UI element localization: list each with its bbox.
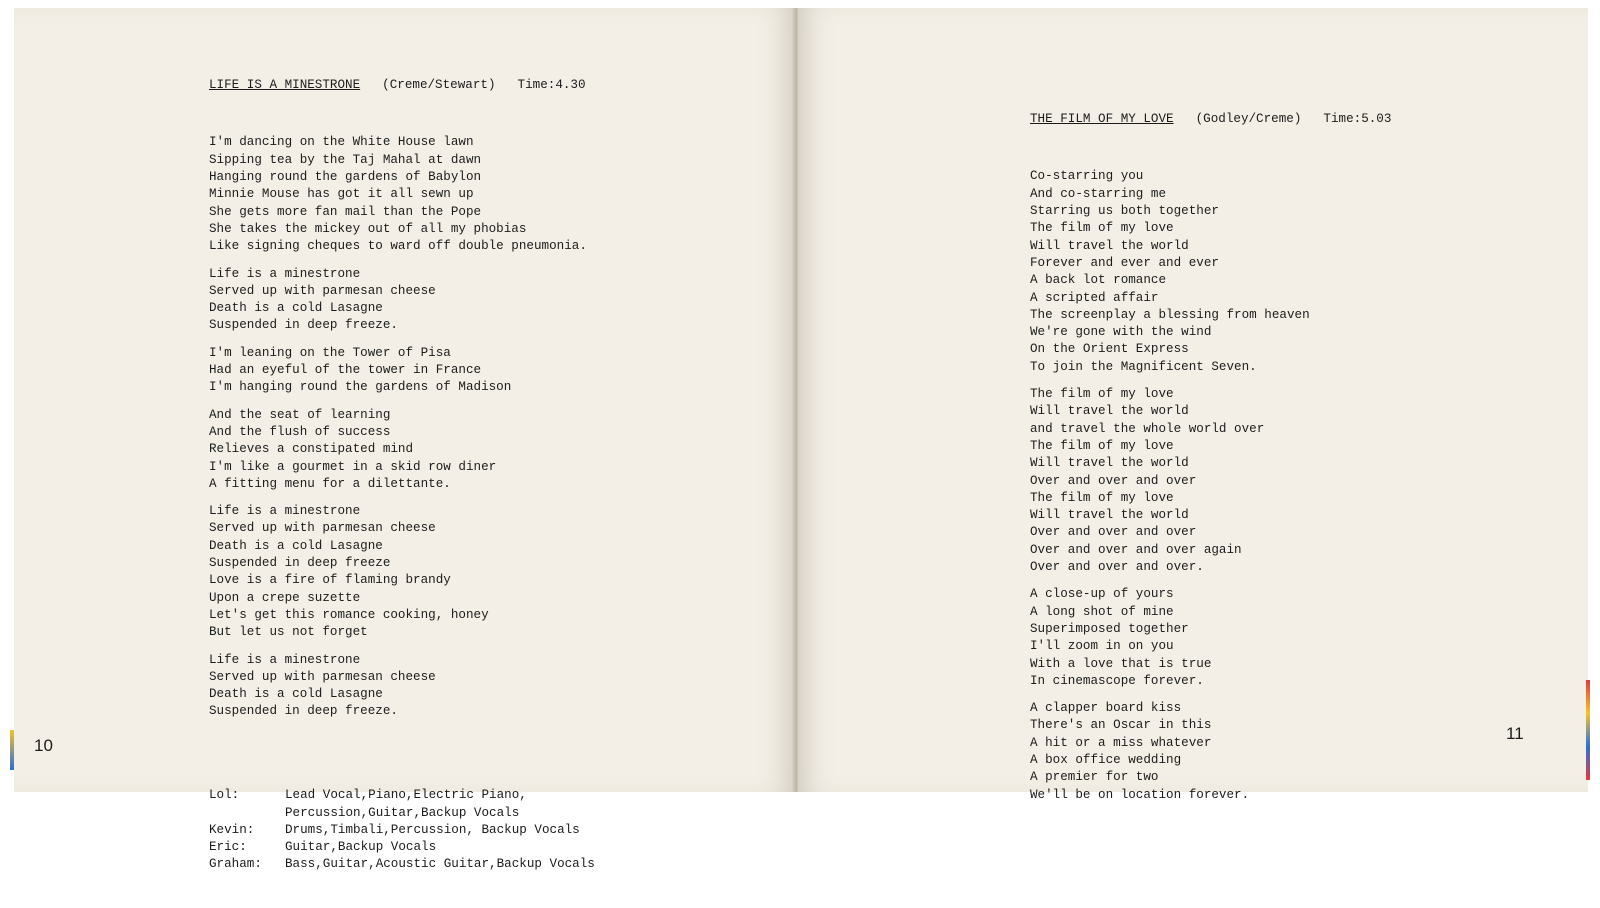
lyric-line: Superimposed together xyxy=(1030,621,1189,636)
lyric-line: In cinemascope forever. xyxy=(1030,673,1204,688)
lyric-line: Suspended in deep freeze. xyxy=(209,704,398,719)
lyric-line: A clapper board kiss xyxy=(1030,701,1182,716)
lyric-line: Will travel the world xyxy=(1030,404,1189,419)
left-page xyxy=(14,8,794,872)
lyric-line: The film of my love xyxy=(1030,221,1174,236)
stanza xyxy=(1030,386,1391,576)
song-the-film-of-my-love xyxy=(1030,76,1391,848)
page-number: 10 xyxy=(34,736,53,755)
lyric-line: A back lot romance xyxy=(1030,273,1167,288)
lyric-line: Relieves a constipated mind xyxy=(209,442,414,457)
lyric-line: Will travel the world xyxy=(1030,456,1189,471)
lyric-line: I'll zoom in on you xyxy=(1030,639,1174,654)
lyric-line: Life is a minestrone xyxy=(209,652,361,667)
lyric-line: Upon a crepe suzette xyxy=(209,590,361,605)
lyric-line: We'll be on location forever. xyxy=(1030,787,1250,802)
lyric-line: A scripted affair xyxy=(1030,290,1159,305)
credit-roles: Percussion,Guitar,Backup Vocals xyxy=(285,805,520,820)
page-edge-color-mark xyxy=(10,730,14,770)
song-writers: (Godley/Creme) xyxy=(1195,111,1302,126)
song-life-is-a-minestrone xyxy=(209,42,595,908)
lyric-line: With a love that is true xyxy=(1030,656,1212,671)
lyric-line: A box office wedding xyxy=(1030,752,1182,767)
lyric-line: She takes the mickey out of all my phobias xyxy=(209,221,527,236)
stanza xyxy=(209,345,595,397)
credit-roles: Guitar,Backup Vocals xyxy=(285,840,437,855)
lyric-line: The film of my love xyxy=(1030,438,1174,453)
credit-row xyxy=(209,787,595,804)
lyric-line: And the flush of success xyxy=(209,424,391,439)
lyric-line: Will travel the world xyxy=(1030,508,1189,523)
credit-row xyxy=(209,839,595,856)
lyric-line: Hanging round the gardens of Babylon xyxy=(209,170,482,185)
lyric-line: Let's get this romance cooking, honey xyxy=(209,607,489,622)
lyric-line: There's an Oscar in this xyxy=(1030,718,1212,733)
lyric-line: The film of my love xyxy=(1030,490,1174,505)
lyric-line: Co-starring you xyxy=(1030,169,1144,184)
lyric-line: Over and over and over. xyxy=(1030,560,1204,575)
credit-member-name: Lol: xyxy=(209,788,240,803)
song-time: Time:5.03 xyxy=(1323,111,1392,126)
credits xyxy=(209,787,595,873)
lyric-line: Death is a cold Lasagne xyxy=(209,301,383,316)
lyric-line: Over and over and over xyxy=(1030,473,1197,488)
right-page xyxy=(798,8,1588,802)
credit-roles: Drums,Timbali,Percussion, Backup Vocals xyxy=(285,822,580,837)
lyric-line: On the Orient Express xyxy=(1030,342,1189,357)
song-header xyxy=(1030,111,1391,128)
lyric-line: But let us not forget xyxy=(209,625,368,640)
lyric-line: I'm leaning on the Tower of Pisa xyxy=(209,345,451,360)
credit-member-name: Eric: xyxy=(209,840,247,855)
lyric-line: Served up with parmesan cheese xyxy=(209,521,436,536)
stanza xyxy=(209,266,595,335)
lyric-line: She gets more fan mail than the Pope xyxy=(209,204,482,219)
lyric-line: Starring us both together xyxy=(1030,204,1219,219)
lyric-line: Life is a minestrone xyxy=(209,266,361,281)
lyric-line: Death is a cold Lasagne xyxy=(209,687,383,702)
lyric-line: Served up with parmesan cheese xyxy=(209,283,436,298)
page-number: 11 xyxy=(1506,724,1524,743)
lyric-line: Had an eyeful of the tower in France xyxy=(209,363,482,378)
lyrics xyxy=(1030,168,1391,803)
credit-member-name xyxy=(209,805,285,822)
song-writers: (Creme/Stewart) xyxy=(382,77,496,92)
lyric-line: Death is a cold Lasagne xyxy=(209,538,383,553)
lyric-line: A close-up of yours xyxy=(1030,587,1174,602)
lyric-line: I'm like a gourmet in a skid row diner xyxy=(209,459,497,474)
stanza xyxy=(209,652,595,721)
lyric-line: Minnie Mouse has got it all sewn up xyxy=(209,187,474,202)
lyric-line: A long shot of mine xyxy=(1030,604,1174,619)
lyric-line: The film of my love xyxy=(1030,387,1174,402)
lyric-line: Will travel the world xyxy=(1030,238,1189,253)
song-time: Time:4.30 xyxy=(517,77,586,92)
lyric-line: and travel the whole world over xyxy=(1030,421,1265,436)
lyric-line: To join the Magnificent Seven. xyxy=(1030,359,1257,374)
stanza xyxy=(1030,700,1391,804)
lyric-line: A premier for two xyxy=(1030,770,1159,785)
lyrics xyxy=(209,134,595,720)
lyric-line: I'm dancing on the White House lawn xyxy=(209,135,474,150)
lyric-line: We're gone with the wind xyxy=(1030,325,1212,340)
stanza xyxy=(209,407,595,493)
song-header xyxy=(209,77,595,94)
lyric-line: Love is a fire of flaming brandy xyxy=(209,573,451,588)
credit-member-name: Graham: xyxy=(209,857,262,872)
lyric-line: A fitting menu for a dilettante. xyxy=(209,476,451,491)
lyric-line: The screenplay a blessing from heaven xyxy=(1030,307,1310,322)
lyric-line: Suspended in deep freeze xyxy=(209,556,391,571)
lyric-line: Like signing cheques to ward off double pneumonia. xyxy=(209,239,587,254)
page-edge-color-stripe xyxy=(1586,680,1590,780)
lyric-line: Over and over and over again xyxy=(1030,542,1242,557)
lyric-line: And co-starring me xyxy=(1030,186,1167,201)
lyric-line: A hit or a miss whatever xyxy=(1030,735,1212,750)
lyric-line: Life is a minestrone xyxy=(209,504,361,519)
credit-row xyxy=(209,805,595,822)
lyric-line: Suspended in deep freeze. xyxy=(209,318,398,333)
credit-row xyxy=(209,856,595,873)
lyric-line: I'm hanging round the gardens of Madison xyxy=(209,380,512,395)
stanza xyxy=(209,134,595,255)
lyric-line: Sipping tea by the Taj Mahal at dawn xyxy=(209,152,482,167)
song-title: THE FILM OF MY LOVE xyxy=(1030,111,1174,126)
stanza xyxy=(1030,168,1391,376)
lyric-line: Over and over and over xyxy=(1030,525,1197,540)
credit-member-name: Kevin: xyxy=(209,822,255,837)
lyric-line: Forever and ever and ever xyxy=(1030,255,1219,270)
lyric-line: Served up with parmesan cheese xyxy=(209,669,436,684)
song-title: LIFE IS A MINESTRONE xyxy=(209,77,361,92)
lyric-line: And the seat of learning xyxy=(209,407,391,422)
stanza xyxy=(209,503,595,641)
stanza xyxy=(1030,586,1391,690)
credit-row xyxy=(209,822,595,839)
credit-roles: Lead Vocal,Piano,Electric Piano, xyxy=(285,788,527,803)
credit-roles: Bass,Guitar,Acoustic Guitar,Backup Vocals xyxy=(285,857,595,872)
